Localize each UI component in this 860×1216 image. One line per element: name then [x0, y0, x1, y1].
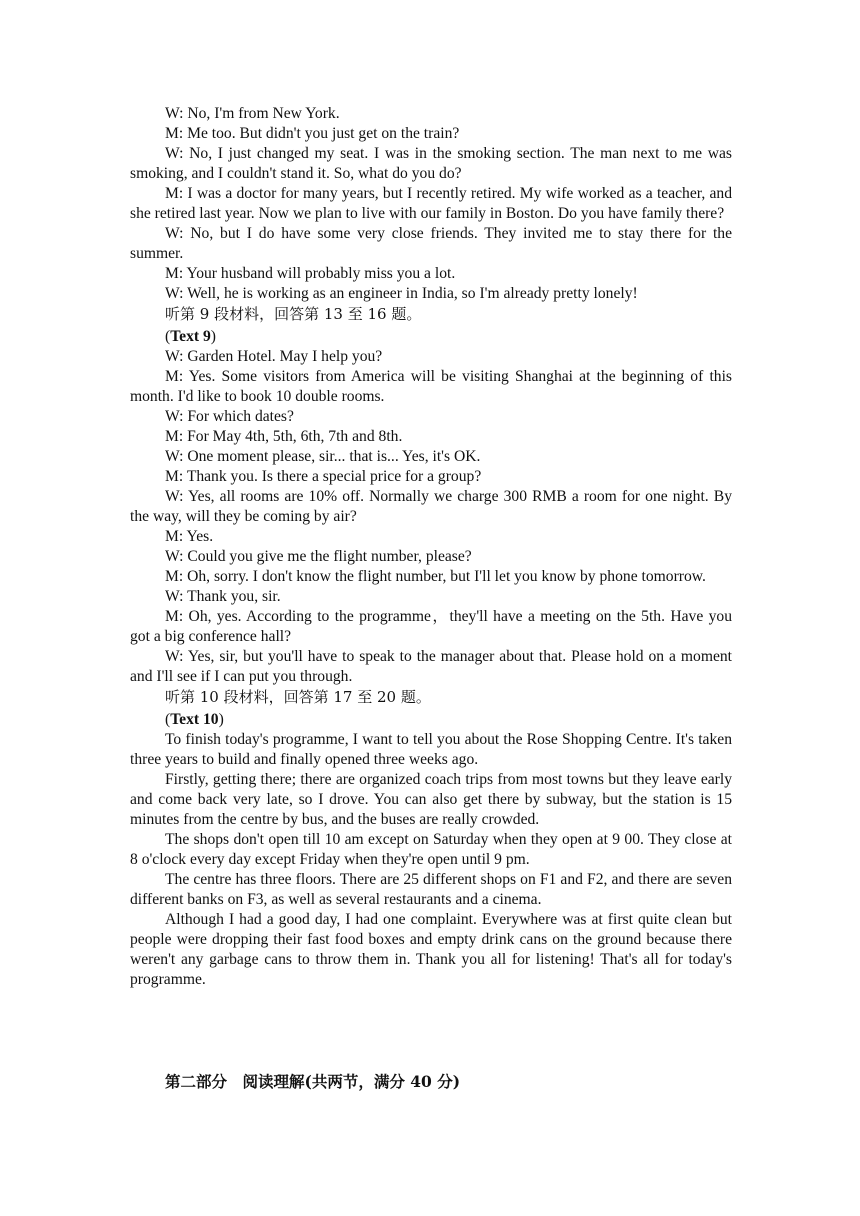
monologue-paragraph: Firstly, getting there; there are organized coach trips from most towns but they leave early and come back very late, so I drove. You can also get there by subway, but the station is 15 minutes from the centre by bus, and the buses are really crowded. — [130, 771, 732, 828]
dialogue-line: M: For May 4th, 5th, 6th, 7th and 8th. — [165, 428, 403, 445]
dialogue-line: M: Yes. Some visitors from America will be visiting Shanghai at the beginning of this month. I'd like to book 10 double rooms. — [130, 368, 732, 405]
dialogue-line: W: Yes, sir, but you'll have to speak to the manager about that. Please hold on a moment and I'll see if I can put you through. — [130, 648, 732, 685]
dialogue-line: W: One moment please, sir... that is... Yes, it's OK. — [165, 448, 481, 465]
monologue-paragraph: Although I had a good day, I had one complaint. Everywhere was at first quite clean but people were dropping their fast food boxes and empty drink cans on the ground because there weren't any garbage cans to throw them in. Thank you all for listening! That's all for today's programme. — [130, 911, 732, 988]
text10-instruction: 听第 10 段材料，回答第 17 至 20 题。 — [165, 688, 431, 706]
dialogue-line: W: No, I just changed my seat. I was in the smoking section. The man next to me was smoking, and I couldn't stand it. So, what do you do? — [130, 145, 732, 182]
dialogue-line: W: For which dates? — [165, 408, 294, 425]
dialogue-line: M: Oh, sorry. I don't know the flight number, but I'll let you know by phone tomorrow. — [165, 568, 706, 585]
dialogue-line: W: No, I'm from New York. — [165, 105, 340, 122]
document-body — [130, 104, 732, 990]
dialogue-line: W: Could you give me the flight number, please? — [165, 548, 472, 565]
dialogue-line: M: Oh, yes. According to the programme，they'll have a meeting on the 5th. Have you got a big conference hall? — [130, 608, 732, 645]
monologue-paragraph: The centre has three floors. There are 25 different shops on F1 and F2, and there are seven different banks on F3, as well as several restaurants and a cinema. — [130, 871, 732, 908]
dialogue-line: M: Yes. — [165, 528, 214, 545]
dialogue-line: W: Thank you, sir. — [165, 588, 281, 605]
monologue-paragraph: To finish today's programme, I want to tell you about the Rose Shopping Centre. It's taken three years to build and finally opened three weeks ago. — [130, 731, 732, 768]
dialogue-line: M: Your husband will probably miss you a lot. — [165, 265, 456, 282]
dialogue-line: W: Yes, all rooms are 10% off. Normally we charge 300 RMB a room for one night. By the way, will they be coming by air? — [130, 488, 732, 525]
dialogue-line: M: Me too. But didn't you just get on the train? — [165, 125, 460, 142]
dialogue-line: W: Well, he is working as an engineer in India, so I'm already pretty lonely! — [165, 285, 638, 302]
dialogue-line: W: Garden Hotel. May I help you? — [165, 348, 383, 365]
section-title: 第二部分 阅读理解(共两节，满分 40 分) — [165, 1072, 461, 1091]
monologue-paragraph: The shops don't open till 10 am except on Saturday when they open at 9 00. They close at 8 o'clock every day except Friday when they're open until 9 pm. — [130, 831, 732, 868]
dialogue-line: M: Thank you. Is there a special price for a group? — [165, 468, 482, 485]
text10-heading: (Text 10) — [165, 711, 224, 728]
dialogue-line: W: No, but I do have some very close friends. They invited me to stay there for the summer. — [130, 225, 732, 262]
dialogue-line: M: I was a doctor for many years, but I recently retired. My wife worked as a teacher, and she retired last year. Now we plan to live with our family in Boston. Do you have family there? — [130, 185, 732, 222]
text9-instruction: 听第 9 段材料，回答第 13 至 16 题。 — [165, 305, 422, 323]
text9-heading: (Text 9) — [165, 328, 216, 345]
